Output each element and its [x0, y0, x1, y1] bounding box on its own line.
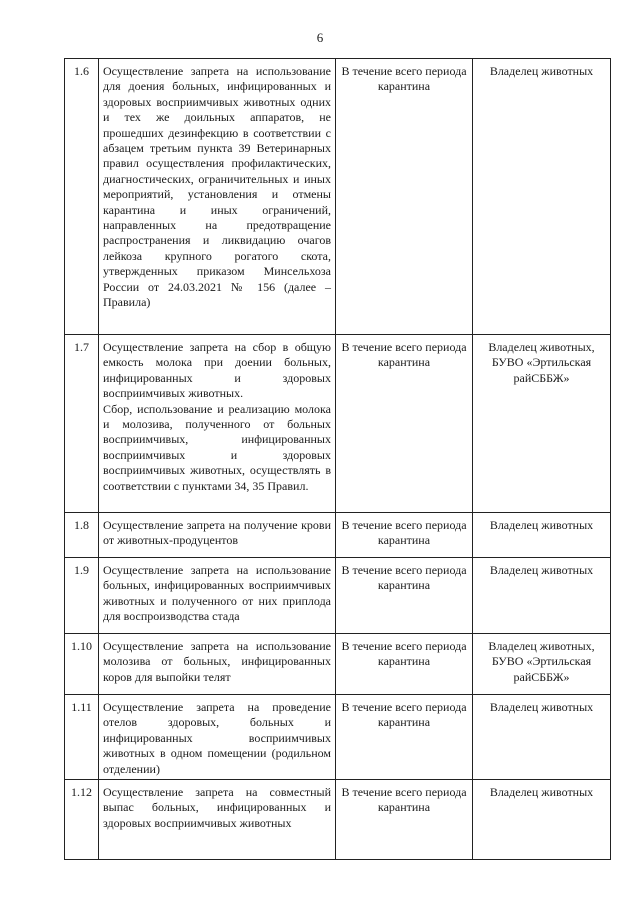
- row-action: [99, 513, 336, 558]
- row-action-text: Осуществление запрета на проведение отелов здоровых, больных и инфицированных восприимчивых животных в одном помещении (родильном отделении): [103, 700, 331, 776]
- row-term: В течение всего периода карантина: [336, 335, 473, 513]
- table-row: [65, 695, 611, 780]
- row-action: [99, 780, 336, 860]
- row-term: В течение всего периода карантина: [336, 780, 473, 860]
- row-responsible: Владелец животных, БУВО «Эртильская райСББЖ»: [473, 335, 611, 513]
- row-number: 1.9: [65, 558, 99, 634]
- table-row: [65, 558, 611, 634]
- row-action-text: Сбор, использование и реализацию молока и молозива, полученного от больных восприимчивых, инфицированных восприимчивых и здоровых восприимчивых животных, осуществлять в соответствии с пунктами 34, 35 Правил.: [103, 401, 331, 493]
- row-action: [99, 634, 336, 695]
- row-term: В течение всего периода карантина: [336, 513, 473, 558]
- row-number: 1.6: [65, 59, 99, 335]
- row-action: [99, 59, 336, 335]
- row-responsible: Владелец животных, БУВО «Эртильская райСББЖ»: [473, 634, 611, 695]
- row-action: [99, 695, 336, 780]
- row-number: 1.10: [65, 634, 99, 695]
- row-number: 1.12: [65, 780, 99, 860]
- table-row: [65, 59, 611, 335]
- table-row: [65, 780, 611, 860]
- row-action-text: Осуществление запрета на получение крови от животных-продуцентов: [103, 518, 331, 548]
- row-responsible: Владелец животных: [473, 513, 611, 558]
- row-responsible: Владелец животных: [473, 695, 611, 780]
- row-action-text: Осуществление запрета на использование больных, инфицированных восприимчивых животных и полученного от них приплода для воспроизводства стада: [103, 563, 331, 624]
- row-responsible: Владелец животных: [473, 558, 611, 634]
- row-responsible: Владелец животных: [473, 59, 611, 335]
- row-number: 1.11: [65, 695, 99, 780]
- row-action-text: Осуществление запрета на сбор в общую емкость молока при доении больных, инфицированных и здоровых восприимчивых животных.: [103, 340, 331, 401]
- row-responsible: Владелец животных: [473, 780, 611, 860]
- row-term: В течение всего периода карантина: [336, 558, 473, 634]
- page-number: 6: [316, 30, 324, 45]
- row-action-text: Осуществление запрета на использование для доения больных, инфицированных и здоровых восприимчивых животных одних и тех же доильных аппаратов, не прошедших дезинфекцию в соответствии с абзацем третьим пункта 39 Ветеринарных правил осуществления профилактических, диагностических, ограничительных и иных мероприятий, установления и отмены карантина и иных ограничений, направленных на предотвращение распространения и ликвидацию очагов лейкоза крупного рогатого скота, утвержденных приказом Минсельхоза России от 24.03.2021 № 156 (далее – Правила): [103, 64, 331, 310]
- measures-table: [64, 58, 611, 860]
- row-term: В течение всего периода карантина: [336, 695, 473, 780]
- table-row: [65, 335, 611, 513]
- row-term: В течение всего периода карантина: [336, 59, 473, 335]
- row-number: 1.8: [65, 513, 99, 558]
- row-number: 1.7: [65, 335, 99, 513]
- row-action-text: Осуществление запрета на совместный выпас больных, инфицированных и здоровых восприимчивых животных: [103, 785, 331, 830]
- row-action: [99, 335, 336, 513]
- table-row: [65, 513, 611, 558]
- table-row: [65, 634, 611, 695]
- row-term: В течение всего периода карантина: [336, 634, 473, 695]
- row-action-text: Осуществление запрета на использование молозива от больных, инфицированных коров для выпойки телят: [103, 639, 331, 684]
- row-action: [99, 558, 336, 634]
